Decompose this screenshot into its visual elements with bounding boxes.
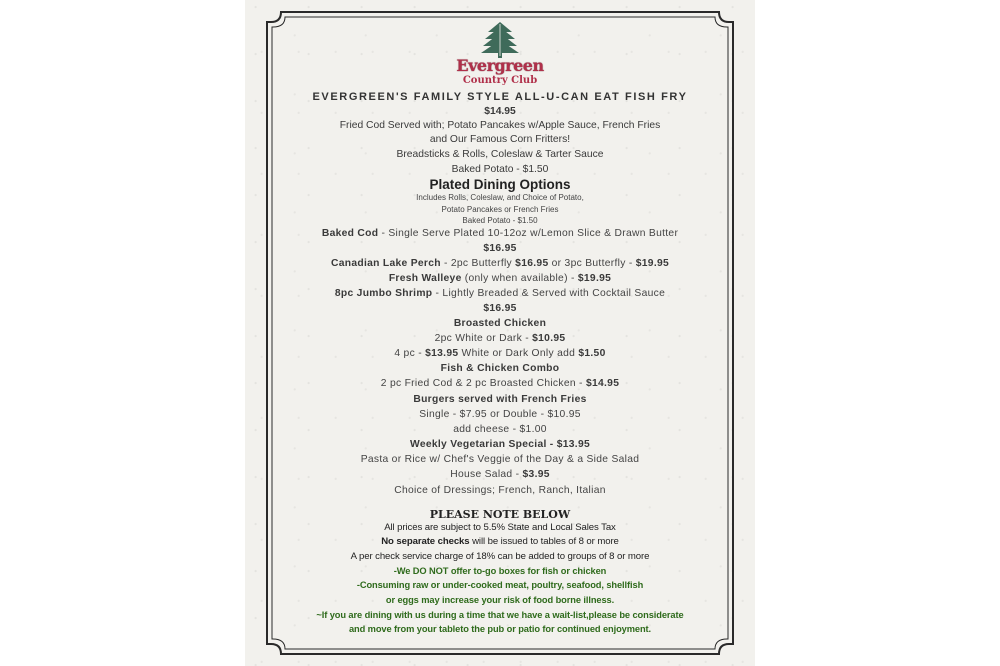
note-raw-1: -Consuming raw or under-cooked meat, poultry, seafood, shellfish xyxy=(356,580,644,590)
note-tax: All prices are subject to 5.5% State and Local Sales Tax xyxy=(384,522,616,533)
veg-title xyxy=(262,439,738,450)
note-togo: -We DO NOT offer to-go boxes for fish or chicken xyxy=(393,566,607,576)
note-service: A per check service charge of 18% can be added to groups of 8 or more xyxy=(350,551,650,562)
note-wait-2: and move from your tableto the pub or patio for continued enjoyment. xyxy=(348,624,652,634)
fish-fry-title: EVERGREEN'S FAMILY STYLE ALL-U-CAN EAT FISH FRY xyxy=(312,91,688,103)
plated-note-3: Baked Potato - $1.50 xyxy=(462,216,538,225)
menu-item-chicken-4pc xyxy=(262,348,738,359)
item-price: $16.95 xyxy=(483,303,517,314)
menu-item-shrimp xyxy=(262,288,738,299)
notes-title: PLEASE NOTE BELOW xyxy=(429,508,571,521)
item-desc: - Single Serve Plated 10-12oz w/Lemon Slice & Drawn Butter xyxy=(378,228,679,239)
menu-item-chicken-2pc xyxy=(262,333,738,344)
plated-title: Plated Dining Options xyxy=(429,177,571,192)
item-price: $19.95 xyxy=(577,273,612,284)
item-name: 8pc Jumbo Shrimp xyxy=(334,288,433,299)
section-title: Weekly Vegetarian Special - $13.95 xyxy=(409,439,590,450)
menu-item-dressings: Choice of Dressings; French, Ranch, Italian xyxy=(394,485,606,496)
plated-note-1: Includes Rolls, Coleslaw, and Choice of Potato, xyxy=(416,193,584,202)
fish-fry-desc-1: Fried Cod Served with; Potato Pancakes w/Apple Sauce, French Fries xyxy=(339,120,661,131)
item-desc: 2pc White or Dark - xyxy=(434,333,533,344)
menu-item-walleye xyxy=(262,273,738,284)
combo-title xyxy=(262,363,738,374)
menu-item-burger: Single - $7.95 or Double - $10.95 xyxy=(419,409,581,420)
section-title: Burgers served with French Fries xyxy=(413,394,587,405)
note-raw-2: or eggs may increase your risk of food borne illness. xyxy=(385,595,615,605)
burger-title xyxy=(262,394,738,405)
brand-subtitle: Country Club xyxy=(462,75,538,86)
chicken-title xyxy=(262,318,738,329)
item-name: Canadian Lake Perch xyxy=(330,258,441,269)
menu-item-baked-cod xyxy=(262,228,738,239)
price-shrimp xyxy=(262,303,738,314)
item-desc: 2 pc Fried Cod & 2 pc Broasted Chicken - xyxy=(380,378,586,389)
menu-item-salad xyxy=(262,469,738,480)
menu-item-veg: Pasta or Rice w/ Chef's Veggie of the Day & a Side Salad xyxy=(360,454,640,465)
menu-item-combo xyxy=(262,378,738,389)
price-baked-cod xyxy=(262,243,738,254)
fish-fry-desc-4: Baked Potato - $1.50 xyxy=(451,164,549,175)
fish-fry-price: $14.95 xyxy=(484,106,516,117)
item-desc: - 2pc Butterfly xyxy=(440,258,516,269)
item-price: $16.95 xyxy=(515,258,549,269)
item-desc: 4 pc - xyxy=(394,348,426,359)
item-price: $16.95 xyxy=(483,243,517,254)
section-title: Broasted Chicken xyxy=(453,318,547,329)
item-desc: - Lightly Breaded & Served with Cocktail Sauce xyxy=(432,288,666,299)
plated-note-2: Potato Pancakes or French Fries xyxy=(441,205,559,214)
note-text: will be issued to tables of 8 or more xyxy=(469,536,619,547)
item-desc: White or Dark Only add xyxy=(458,348,579,359)
fish-fry-desc-2: and Our Famous Corn Fritters! xyxy=(429,134,571,145)
item-name: Baked Cod xyxy=(321,228,379,239)
note-emphasis: No separate checks xyxy=(381,536,470,547)
menu-item-cheese: add cheese - $1.00 xyxy=(453,424,547,435)
menu-item-perch xyxy=(262,258,738,269)
item-desc: or 3pc Butterfly - xyxy=(548,258,636,269)
section-title: Fish & Chicken Combo xyxy=(440,363,560,374)
item-price: $13.95 xyxy=(425,348,459,359)
item-price: $14.95 xyxy=(585,378,620,389)
item-price: $1.50 xyxy=(578,348,606,359)
item-desc: (only when available) - xyxy=(461,273,578,284)
fish-fry-desc-3: Breadsticks & Rolls, Coleslaw & Tarter Sauce xyxy=(396,149,604,160)
brand-name: Evergreen xyxy=(456,56,544,75)
item-price: $10.95 xyxy=(532,333,566,344)
item-price: $19.95 xyxy=(635,258,670,269)
item-name: Fresh Walleye xyxy=(388,273,462,284)
item-desc: House Salad - xyxy=(450,469,523,480)
note-checks xyxy=(262,536,738,547)
note-wait-1: ~If you are dining with us during a time that we have a wait-list,please be considerate xyxy=(316,610,684,620)
item-price: $3.95 xyxy=(522,469,550,480)
